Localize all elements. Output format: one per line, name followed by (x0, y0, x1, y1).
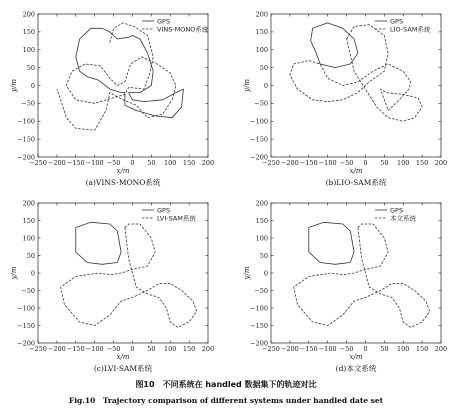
x-tick-label: 150 (415, 159, 429, 167)
subplot-a (10, 10, 214, 187)
legend-label: 本文系统 (390, 214, 416, 223)
y-tick-label: 50 (26, 63, 35, 72)
x-tick-label: 0 (363, 159, 368, 167)
y-tick-label: −50 (254, 99, 268, 108)
x-tick-label: −200 (47, 159, 66, 167)
y-tick-label: 0 (263, 81, 268, 90)
x-tick-label: −150 (299, 159, 318, 167)
series-line-gps (76, 28, 184, 117)
legend-label: VINS-MONO系统 (157, 25, 209, 34)
x-tick-label: 150 (415, 345, 429, 353)
x-tick-label: 150 (182, 345, 196, 353)
y-tick-label: 100 (22, 46, 35, 55)
y-tick-label: 0 (30, 81, 35, 90)
x-tick-label: 100 (397, 159, 410, 167)
legend-label: GPS (157, 206, 171, 215)
y-tick-label: 0 (30, 269, 35, 278)
y-tick-label: −100 (17, 117, 35, 126)
plot-frame (38, 14, 208, 157)
y-tick-label: −200 (17, 339, 35, 348)
x-tick-label: −50 (339, 345, 354, 353)
x-tick-label: −250 (29, 345, 47, 353)
x-tick-label: 0 (130, 345, 135, 353)
y-tick-label: −200 (250, 339, 268, 348)
x-tick-label: 100 (397, 345, 410, 353)
y-tick-label: 150 (255, 28, 268, 37)
x-tick-label: −250 (29, 159, 47, 167)
subplot-caption: (c)LVI-SAM系统 (93, 364, 153, 373)
figure-caption-en: Fig.10 Trajectory comparison of different systems under handled date set (68, 396, 384, 405)
legend-label: GPS (390, 17, 404, 26)
y-tick-label: 100 (255, 234, 268, 243)
x-tick-label: −200 (47, 345, 66, 353)
x-tick-label: −200 (280, 345, 299, 353)
y-tick-label: −150 (250, 321, 268, 330)
y-axis-label: y/m (243, 266, 251, 280)
y-tick-label: −200 (250, 153, 268, 162)
y-tick-label: −50 (21, 286, 35, 295)
subplot-b (243, 10, 447, 187)
y-tick-label: 200 (255, 10, 268, 19)
y-tick-label: 150 (22, 216, 35, 225)
y-tick-label: 100 (255, 46, 268, 55)
series-line-gps (309, 222, 354, 264)
y-tick-label: 100 (22, 234, 35, 243)
x-tick-label: 50 (147, 345, 156, 353)
legend-label: LIO-SAM系统 (390, 25, 431, 34)
y-tick-label: −50 (254, 286, 268, 295)
subplot-d (243, 199, 447, 373)
x-tick-label: 50 (380, 345, 389, 353)
plot-frame (38, 203, 208, 343)
y-tick-label: 0 (263, 269, 268, 278)
y-tick-label: −150 (250, 135, 268, 144)
legend-label: GPS (390, 206, 404, 215)
y-tick-label: −100 (17, 304, 35, 313)
y-tick-label: 150 (255, 216, 268, 225)
x-axis-label: x/m (116, 167, 130, 175)
x-tick-label: 150 (182, 159, 196, 167)
x-tick-label: −50 (106, 345, 121, 353)
series-line-gps (311, 23, 358, 68)
y-tick-label: −150 (17, 135, 35, 144)
x-tick-label: 200 (434, 345, 448, 353)
y-tick-label: 200 (22, 10, 35, 19)
y-axis-label: y/m (10, 79, 18, 92)
x-axis-label: x/m (116, 353, 130, 361)
subplot-caption: (a)VINS-MONO系统 (85, 178, 161, 187)
x-tick-label: 0 (130, 159, 135, 167)
legend-label: GPS (157, 17, 171, 26)
legend-label: LVI-SAM系统 (157, 214, 196, 223)
y-tick-label: 200 (22, 199, 35, 208)
x-tick-label: −50 (106, 159, 121, 167)
x-tick-label: −150 (66, 159, 85, 167)
y-axis-label: y/m (243, 79, 251, 92)
x-tick-label: 200 (201, 159, 215, 167)
x-tick-label: −250 (262, 345, 280, 353)
subplot-caption: (b)LIO-SAM系统 (325, 178, 387, 187)
series-line-system (57, 23, 176, 130)
x-tick-label: −100 (318, 345, 337, 353)
subplot-c (10, 199, 214, 373)
y-tick-label: 50 (26, 251, 35, 260)
y-tick-label: −150 (17, 321, 35, 330)
y-tick-label: −100 (250, 117, 268, 126)
x-tick-label: −100 (85, 159, 104, 167)
x-tick-label: 200 (201, 345, 215, 353)
x-tick-label: 50 (147, 159, 156, 167)
y-tick-label: −100 (250, 304, 268, 313)
plot-frame (271, 14, 441, 157)
x-tick-label: 100 (164, 159, 177, 167)
subplot-caption: (d)本文系统 (335, 364, 377, 373)
x-tick-label: −100 (318, 159, 337, 167)
x-tick-label: −200 (280, 159, 299, 167)
x-tick-label: 50 (380, 159, 389, 167)
y-tick-label: −200 (17, 153, 35, 162)
x-axis-label: x/m (349, 167, 363, 175)
y-tick-label: 150 (22, 28, 35, 37)
series-line-system (294, 224, 430, 327)
plot-frame (271, 203, 441, 343)
x-tick-label: −50 (339, 159, 354, 167)
y-tick-label: 50 (259, 63, 268, 72)
x-axis-label: x/m (349, 353, 363, 361)
x-tick-label: 200 (434, 159, 448, 167)
series-line-gps (76, 222, 121, 264)
x-tick-label: −150 (299, 345, 318, 353)
figure-caption-cn: 图10 不同系统在 handled 数据集下的轨迹对比 (135, 380, 317, 389)
x-tick-label: −250 (262, 159, 280, 167)
y-tick-label: 200 (255, 199, 268, 208)
y-tick-label: 50 (259, 251, 268, 260)
series-line-system (61, 224, 197, 327)
x-tick-label: 100 (164, 345, 177, 353)
series-line-system (290, 25, 422, 122)
x-tick-label: 0 (363, 345, 368, 353)
y-axis-label: y/m (10, 266, 18, 280)
x-tick-label: −150 (66, 345, 85, 353)
y-tick-label: −50 (21, 99, 35, 108)
x-tick-label: −100 (85, 345, 104, 353)
